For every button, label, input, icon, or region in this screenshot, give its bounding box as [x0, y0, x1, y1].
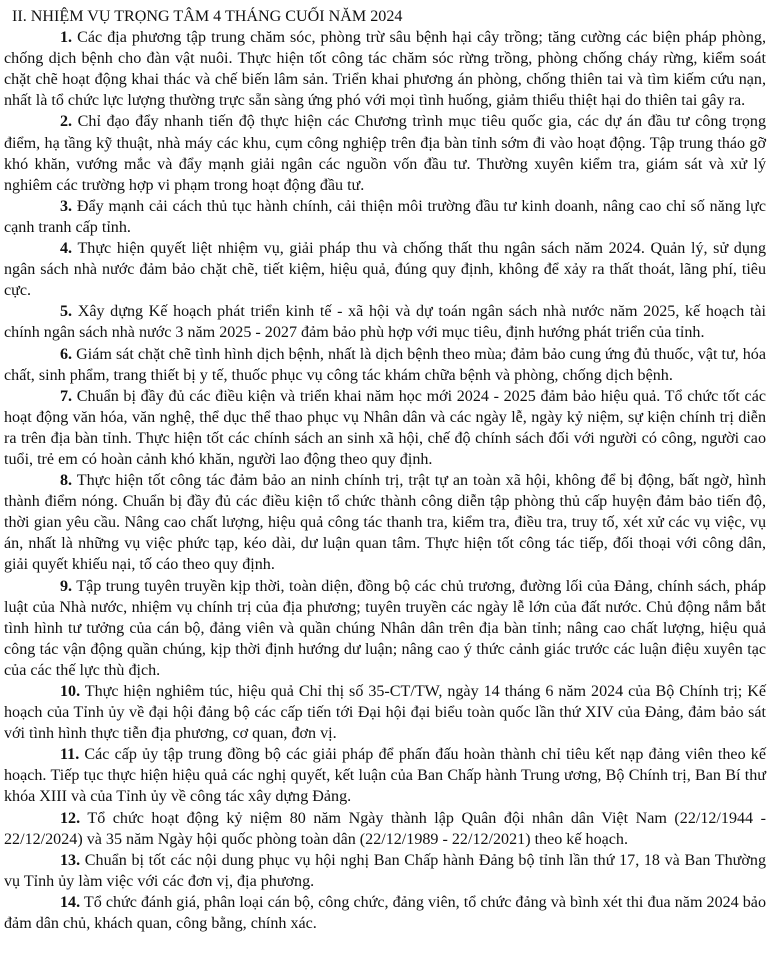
- task-number: 13.: [60, 851, 81, 869]
- task-text: Tổ chức đánh giá, phân loại cán bộ, công chức, đảng viên, tổ chức đảng và bình xét thi đua năm 2024 bảo đảm dân chủ, khách quan, công bằng, chính xác.: [4, 893, 766, 933]
- task-text: Thực hiện quyết liệt nhiệm vụ, giải pháp thu và chống thất thu ngân sách năm 2024. Quản lý, sử dụng ngân sách nhà nước đảm bảo chặt chẽ, tiết kiệm, hiệu quả, đúng quy định, không để xảy ra thất thoát, lãng phí, tiêu cực.: [4, 240, 766, 300]
- task-item-13: [4, 850, 766, 892]
- task-number: 2.: [60, 113, 73, 131]
- task-item-2: [4, 111, 766, 195]
- task-text: Giám sát chặt chẽ tình hình dịch bệnh, nhất là dịch bệnh theo mùa; đảm bảo cung ứng đủ thuốc, vật tư, hóa chất, sinh phẩm, trang thiết bị y tế, thuốc phục vụ công tác khám chữa bệnh và phòng, chống dịch bệnh.: [4, 345, 766, 384]
- task-item-6: [4, 344, 766, 386]
- task-item-14: [4, 892, 766, 934]
- task-text: Các cấp ủy tập trung đồng bộ các giải pháp để phấn đấu hoàn thành chỉ tiêu kết nạp đảng viên theo kế hoạch. Tiếp tục thực hiện hiệu quả các nghị quyết, kết luận của Ban Chấp hành Trung ương, Bộ Chính trị, Ban Bí thư khóa XIII và của Tỉnh ủy về công tác xây dựng Đảng.: [4, 746, 766, 806]
- task-text: Đẩy mạnh cải cách thủ tục hành chính, cải thiện môi trường đầu tư kinh doanh, nâng cao chỉ số năng lực cạnh tranh cấp tỉnh.: [4, 197, 766, 236]
- task-number: 1.: [60, 29, 73, 47]
- task-item-3: [4, 196, 766, 238]
- task-number: 9.: [60, 577, 73, 595]
- task-number: 4.: [60, 240, 73, 258]
- task-item-9: [4, 576, 766, 681]
- task-item-12: [4, 808, 766, 850]
- task-text: Tập trung tuyên truyền kịp thời, toàn diện, đồng bộ các chủ trương, đường lối của Đảng, chính sách, pháp luật của Nhà nước, nhiệm vụ chính trị của địa phương; tuyên truyền các ngày lễ lớn của đất nước. Chủ động nắm bắt tình hình tư tưởng của cán bộ, đảng viên và quần chúng Nhân dân trên địa bàn tỉnh; nâng cao chất lượng, hiệu quả công tác vận động quần chúng, kịp thời định hướng dư luận; nâng cao ý thức cảnh giác trước các luận điệu xuyên tạc của các thế lực thù địch.: [4, 577, 767, 679]
- task-text: Tổ chức hoạt động kỷ niệm 80 năm Ngày thành lập Quân đội nhân dân Việt Nam (22/12/1944 - 22/12/2024) và 35 năm Ngày hội quốc phòng toàn dân (22/12/1989 - 22/12/2021) theo kế hoạch.: [4, 809, 766, 848]
- task-item-8: [4, 470, 766, 575]
- task-text: Xây dựng Kế hoạch phát triển kinh tế - xã hội và dự toán ngân sách nhà nước năm 2025, kế hoạch tài chính ngân sách nhà nước 3 năm 2025 - 2027 đảm bảo phù hợp với mục tiêu, định hướng phát triển của tỉnh.: [4, 303, 766, 342]
- task-text: Chuẩn bị tốt các nội dung phục vụ hội nghị Ban Chấp hành Đảng bộ tỉnh lần thứ 17, 18 và Ban Thường vụ Tỉnh ủy làm việc với các đơn vị, địa phương.: [4, 851, 766, 890]
- task-item-1: [4, 27, 766, 111]
- task-item-10: [4, 681, 766, 744]
- task-item-11: [4, 744, 766, 807]
- task-item-4: [4, 238, 766, 301]
- task-number: 8.: [60, 472, 73, 490]
- task-text: Thực hiện tốt công tác đảm bảo an ninh chính trị, trật tự an toàn xã hội, không để bị động, bất ngờ, hình thành điểm nóng. Chuẩn bị đầy đủ các điều kiện tổ chức thành công diễn tập phòng thủ cấp huyện đảm bảo tiến độ, thời gian yêu cầu. Nâng cao chất lượng, hiệu quả công tác thanh tra, kiểm tra, điều tra, truy tố, xét xử các vụ việc, vụ án, nhất là những vụ việc phức tạp, kéo dài, dư luận quan tâm. Thực hiện tốt công tác tiếp, đối thoại với công dân, giải quyết khiếu nại, tố cáo theo quy định.: [4, 472, 766, 574]
- task-text: Chuẩn bị đầy đủ các điều kiện và triển khai năm học mới 2024 - 2025 đảm bảo hiệu quả. Tổ chức tốt các hoạt động văn hóa, văn nghệ, thể dục thể thao phục vụ Nhân dân và các ngày lễ, ngày kỷ niệm, sự kiện chính trị diễn ra trên địa bàn tỉnh. Thực hiện tốt các chính sách an sinh xã hội, chế độ chính sách đối với người có công, người cao tuổi, trẻ em có hoàn cảnh khó khăn, người lao động theo quy định.: [4, 387, 766, 468]
- task-number: 10.: [60, 683, 81, 700]
- task-text: Thực hiện nghiêm túc, hiệu quả Chỉ thị số 35-CT/TW, ngày 14 tháng 6 năm 2024 của Bộ Chính trị; Kế hoạch của Tỉnh ủy về đại hội đảng bộ các cấp tiến tới Đại hội đại biểu toàn quốc lần thứ XIV của Đảng, đảm bảo sát với tình hình thực tiễn địa phương, cơ quan, đơn vị.: [4, 683, 766, 743]
- task-number: 6.: [60, 345, 73, 363]
- task-number: 11.: [60, 746, 80, 764]
- task-number: 7.: [60, 387, 73, 405]
- section-title: II. NHIỆM VỤ TRỌNG TÂM 4 THÁNG CUỐI NĂM 2024: [12, 8, 403, 25]
- task-number: 12.: [60, 809, 81, 827]
- task-text: Các địa phương tập trung chăm sóc, phòng trừ sâu bệnh hại cây trồng; tăng cường các biện pháp phòng, chống dịch bệnh cho đàn vật nuôi. Thực hiện tốt công tác chăm sóc rừng trồng, phòng chống cháy rừng, kiểm soát chặt chẽ hoạt động khai thác và chế biến lâm sản. Triển khai phương án phòng, chống thiên tai và tìm kiếm cứu nạn, nhất là tổ chức lực lượng thường trực sẵn sàng ứng phó với mọi tình huống, giảm thiểu thiệt hại do thiên tai gây ra.: [4, 29, 766, 110]
- task-text: Chỉ đạo đẩy nhanh tiến độ thực hiện các Chương trình mục tiêu quốc gia, các dự án đầu tư công trọng điểm, hạ tầng kỹ thuật, nhà máy các khu, cụm công nghiệp trên địa bàn tỉnh sớm đi vào hoạt động. Tập trung tháo gỡ khó khăn, vướng mắc và đẩy mạnh giải ngân các nguồn vốn đầu tư. Thường xuyên kiểm tra, giám sát và xử lý nghiêm các trường hợp vi phạm trong hoạt động đầu tư.: [4, 113, 766, 194]
- task-number: 3.: [60, 197, 73, 215]
- task-item-5: [4, 301, 766, 343]
- task-number: 14.: [60, 893, 81, 911]
- task-number: 5.: [60, 303, 73, 321]
- task-item-7: [4, 386, 766, 470]
